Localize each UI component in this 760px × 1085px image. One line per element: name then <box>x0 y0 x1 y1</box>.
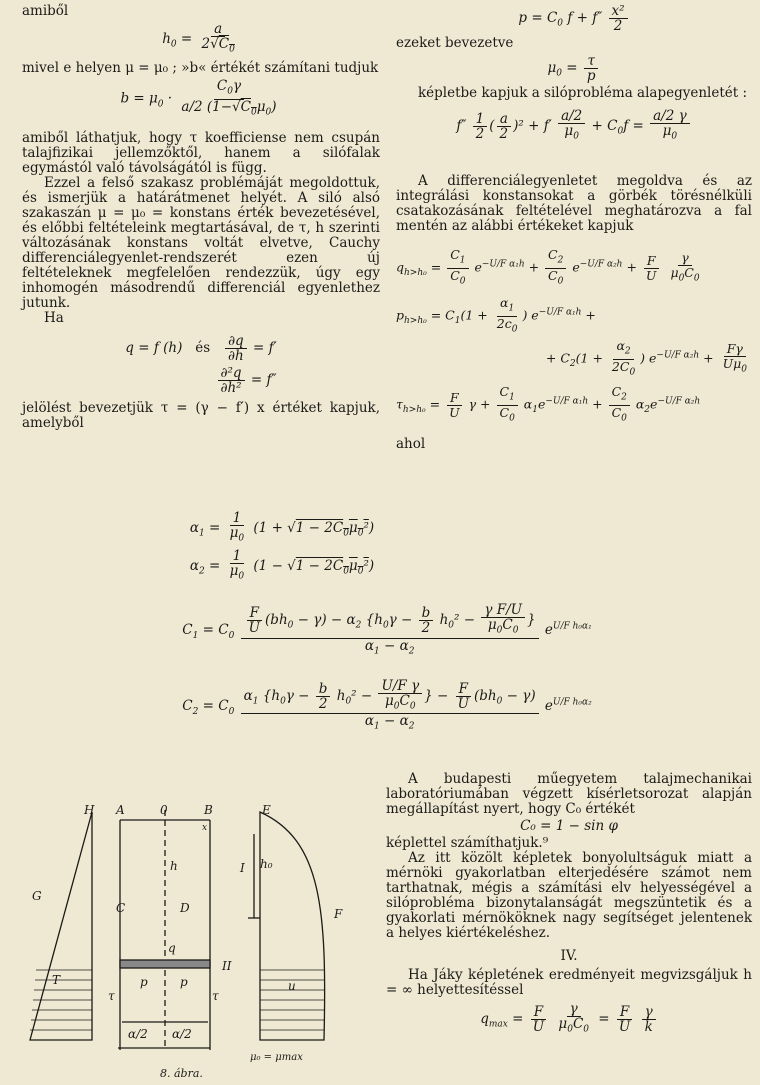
svg-text:F: F <box>334 907 343 921</box>
svg-text:E: E <box>262 803 271 817</box>
equation-c0: C₀ = 1 − sin φ <box>520 818 618 834</box>
svg-text:G: G <box>32 889 42 903</box>
text-ezzel: Ezzel a felső szakasz problémáját megoldottuk, és ismerjük a határátmenet helyét. A siló alsó szakaszán μ = μ₀ = konstans érték bevezetésével, és előbbi feltételeink megtartásával, de τ, h szerinti változásának konstans voltát elvetve, Cauchy differenciálegyenlet-rendszerét ezen új feltételeknek megfelelően rendezzük, úgy egy inhomogén másodrendű differenciál egyenlethez jutunk. <box>22 175 380 311</box>
text-ha: Ha <box>44 310 64 326</box>
svg-text:h: h <box>170 859 178 873</box>
svg-text:D: D <box>180 901 190 915</box>
text-jeloles: jelölést bevezetjük τ = (γ − f′) x értéket kapjuk, amelyből <box>22 400 380 431</box>
equation-qmax: $q_{max}$ = $\frac{F}{U}$ $\frac{\gamma}{\mu_0C_0}$ = $\frac{F}{U}$ $\frac{\gamma}{k}$ <box>386 1002 752 1037</box>
svg-text:B: B <box>204 803 213 817</box>
slice-element <box>120 960 210 968</box>
equation-h0: $h_0$ = $\frac{a}{2√C_0}$ <box>162 21 235 55</box>
right-pressure-diagram <box>260 812 325 1040</box>
figure-caption: 8. ábra. <box>160 1067 203 1080</box>
text-kepletbe: képletbe kapjuk a silóprobléma alapegyenletét : <box>418 85 748 101</box>
text-differencial: A differenciálegyenletet megoldva és az integrálási konstansokat a görbék törésnélküli csatakozásának feltételével meghatározva a fal mentén az alábbi értékeket kapjuk <box>396 173 752 234</box>
equation-mu0: $\mu_0$ = $\frac{\tau}{p}$ <box>396 54 752 83</box>
text-keplettel: képlettel számíthatjuk.⁹ <box>386 835 549 851</box>
svg-text:α/2: α/2 <box>128 1027 148 1041</box>
text-amibol: amiből <box>22 3 69 19</box>
svg-text:μ₀ = μmax: μ₀ = μmax <box>250 1052 303 1063</box>
svg-text:I: I <box>240 861 245 875</box>
right-lower-column <box>386 772 752 1040</box>
bottom-equations <box>22 508 752 737</box>
svg-text:τ: τ <box>212 989 219 1003</box>
svg-text:h₀: h₀ <box>260 857 273 871</box>
equation-alpha1: $\alpha_1$ = $\frac{1}{\mu_0}$ $(1 + √1 - 2C_0\mu_0^2)$ <box>189 510 375 544</box>
svg-text:τ: τ <box>108 989 115 1003</box>
equation-C1: $C_1 = C_0$ $\frac{F}{U}$ $(bh_0 - \gamma) - \alpha_2$ {$h_0\gamma$ − $\frac{b}{2}$ $h_0^2$ − $\frac{\text{γ F/U}}{\mu_0C_0}$ } $\alpha_1 - \alpha_2$ $e^{U/F h_0\alpha_1}$ <box>182 602 592 657</box>
equation-q-h: $q_{h>h_0}$ = $\frac{C_1}{C_0}$ $e^{-U/F \alpha_1h}$ + $\frac{C_2}{C_0}$ $e^{-U/F \alpha_2h}$ + $\frac{F}{U}$ $\frac{\gamma}{\mu_0C_0}$ <box>396 247 700 286</box>
section-number: IV. <box>560 948 578 964</box>
svg-text:II: II <box>222 959 232 973</box>
svg-text:A: A <box>116 803 125 817</box>
equation-q2: $\frac{\text{∂²q}}{\text{∂h²}}$ = f″ <box>22 366 380 395</box>
equation-alpha2: $\alpha_2$ = $\frac{1}{\mu_0}$ $(1 - √1 - 2C_0\mu_0^2)$ <box>189 547 375 582</box>
svg-text:x: x <box>202 823 208 833</box>
equation-tau-h: $\tau_{h>h_0}$ = $\frac{F}{U}$ γ + $\frac{C_1}{C_0}$ $\alpha_1e^{-U/F \alpha_1h}$ + $\frac{C_2}{C_0}$ $\alpha_2e^{-U/F \alpha_2h}$ <box>396 384 701 423</box>
equation-p-h-1: $p_{h>h_0} = C_1(1$ + $\frac{\alpha_1}{2c_0}$ ) $e^{-U/F \alpha_1h}$ + <box>396 295 596 334</box>
left-column <box>22 4 380 431</box>
svg-text:p: p <box>140 975 148 989</box>
left-pressure-diagram <box>30 812 92 1040</box>
text-mivel: mivel e helyen μ = μ₀ ; »b« értékét számítani tudjuk <box>22 60 379 76</box>
svg-text:C: C <box>116 901 126 915</box>
equation-p-h-2: + $C_2(1$ + $\frac{\alpha_2}{2C_0}$ ) $e^{-U/F \alpha_2h}$ + $\frac{F\gamma}{U\mu_0}$ <box>545 338 747 377</box>
silo-figure <box>22 800 360 1082</box>
equation-C2: $C_2 = C_0$ $\alpha_1$ {$h_0\gamma$ − $\frac{b}{2}$ $h_0^2$ − $\frac{\text{U/F γ}}{\mu_0C_0}$ } − $\frac{F}{U}$ $(bh_0 - \gamma)$ $\alpha_1 - \alpha_2$ $e^{U/F h_0\alpha_2}$ <box>182 677 592 733</box>
equation-p: $p = C_0$ f + f″ $\frac{\text{x²}}{2}$ <box>396 4 752 33</box>
text-ahol: ahol <box>396 436 426 452</box>
equation-q: q = f (h) és $\frac{\partial q}{\partial h}$ = f′ <box>125 333 277 364</box>
equation-main: f″ $\frac{1}{2}$ ( $\frac{a}{2}$ )² + f′ $\frac{a/2}{\mu_0}$ + $C_0f$ = $\frac{a/2 \gamma}{\mu_0}$ <box>396 109 752 171</box>
text-budapesti: A budapesti műegyetem talajmechanikai laboratóriumában végzett kísérletsorozat alapján megállapítást nyert, hogy C₀ értékét <box>386 771 752 817</box>
svg-text:0: 0 <box>160 803 168 817</box>
text-ha-jaky: Ha Jáky képletének eredményeit megvizsgáljuk h = ∞ helyettesítéssel <box>386 967 752 998</box>
text-latjuk: amiből láthatjuk, hogy τ koefficiense nem csupán talajfizikai jellemzőktől, hanem a silófalak egymástól való távolságától is függ. <box>22 130 380 176</box>
equation-b: $b = \mu_0$ · $\frac{C_0\gamma}{a/2 (1-√C_0\mu_0)}$ <box>120 78 277 118</box>
svg-text:p: p <box>180 975 188 989</box>
svg-text:α/2: α/2 <box>172 1027 192 1041</box>
svg-text:u: u <box>288 979 296 993</box>
right-column <box>396 4 752 452</box>
svg-text:T: T <box>52 973 61 987</box>
svg-text:H: H <box>84 803 95 817</box>
svg-text:q: q <box>168 941 176 955</box>
text-ezeket: ezeket bevezetve <box>396 35 514 51</box>
text-az-itt: Az itt közölt képletek bonyolultságuk miatt a mérnöki gyakorlatban elterjedésére számot nem tarthatnak, mégis a számítási elv helyességével a silóprobléma bizonytalanságát megszüntetik és a gyakorlati mérnököknek nagy segítséget jelentenek a helyes kiértékeléshez. <box>386 850 752 941</box>
